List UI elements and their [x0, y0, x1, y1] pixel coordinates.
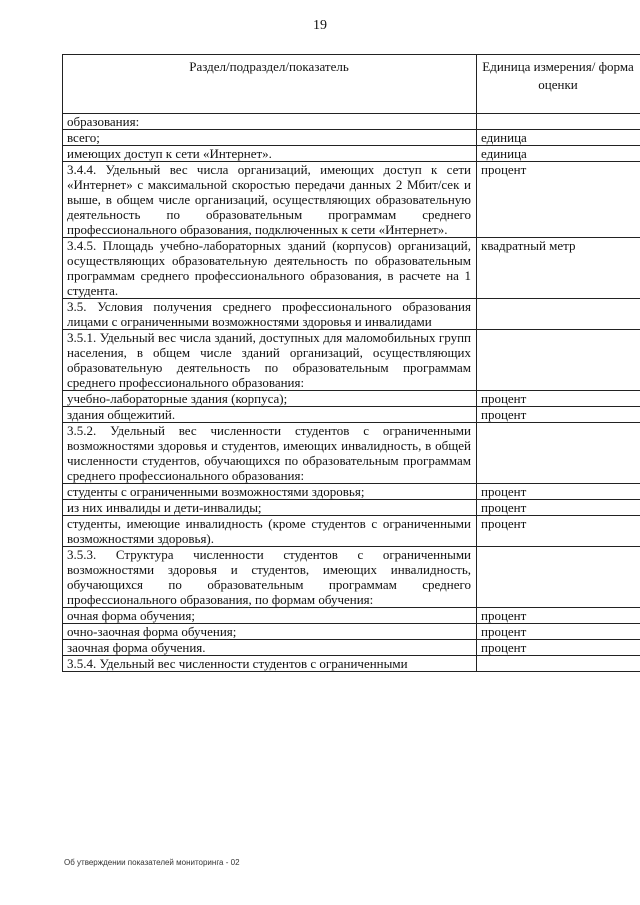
table-row	[63, 407, 640, 423]
unit-cell: процент	[477, 624, 640, 640]
unit-cell: процент	[477, 500, 640, 516]
table-row	[63, 238, 640, 299]
unit-cell: процент	[477, 608, 640, 624]
unit-cell	[477, 330, 640, 391]
indicator-cell: образования:	[63, 114, 477, 130]
table-row	[63, 547, 640, 608]
indicator-cell: заочная форма обучения.	[63, 640, 477, 656]
header-indicator: Раздел/подраздел/показатель	[63, 55, 477, 114]
table-row	[63, 299, 640, 330]
unit-cell	[477, 423, 640, 484]
unit-cell: процент	[477, 407, 640, 423]
unit-cell: процент	[477, 391, 640, 407]
header-unit: Единица измерения/ форма оценки	[477, 55, 640, 114]
table-row	[63, 624, 640, 640]
unit-cell: единица	[477, 146, 640, 162]
indicator-cell: учебно-лабораторные здания (корпуса);	[63, 391, 477, 407]
unit-cell	[477, 299, 640, 330]
table-row	[63, 608, 640, 624]
indicator-cell: 3.5.3. Структура численности студентов с ограниченными возможностями здоровья и студентов, имеющих инвалидность, обучающихся по образовательным программам среднего профессионального образования, по формам обучения:	[63, 547, 477, 608]
unit-cell	[477, 114, 640, 130]
unit-cell: процент	[477, 484, 640, 500]
table-row	[63, 640, 640, 656]
unit-cell: единица	[477, 130, 640, 146]
table-row	[63, 130, 640, 146]
table-row	[63, 516, 640, 547]
indicator-cell: очная форма обучения;	[63, 608, 477, 624]
unit-cell	[477, 656, 640, 672]
indicator-cell: студенты с ограниченными возможностями здоровья;	[63, 484, 477, 500]
page-number: 19	[313, 18, 327, 33]
table-body	[63, 114, 640, 672]
table-header-row	[63, 55, 640, 114]
indicator-cell: всего;	[63, 130, 477, 146]
table-row	[63, 162, 640, 238]
indicator-cell: 3.4.4. Удельный вес числа организаций, имеющих доступ к сети «Интернет» с максимальной скоростью передачи данных 2 Мбит/сек и выше, в общем числе организаций, осуществляющих образовательную деятельность по образовательным программам среднего профессионального образования, подключенных к сети «Интернет».	[63, 162, 477, 238]
indicator-cell: здания общежитий.	[63, 407, 477, 423]
footer-text: Об утверждении показателей мониторинга - 02	[64, 858, 240, 867]
indicator-cell: 3.5.4. Удельный вес численности студентов с ограниченными	[63, 656, 477, 672]
indicator-cell: имеющих доступ к сети «Интернет».	[63, 146, 477, 162]
unit-cell: процент	[477, 640, 640, 656]
table-row	[63, 500, 640, 516]
unit-cell: квадратный метр	[477, 238, 640, 299]
table-row	[63, 391, 640, 407]
table-row	[63, 330, 640, 391]
indicator-cell: 3.5.1. Удельный вес числа зданий, доступных для маломобильных групп населения, в общем числе зданий организаций, осуществляющих образовательную деятельность по образовательным программам среднего профессионального образования:	[63, 330, 477, 391]
unit-cell: процент	[477, 516, 640, 547]
indicator-cell: 3.5. Условия получения среднего профессионального образования лицами с ограниченными возможностями здоровья и инвалидами	[63, 299, 477, 330]
table-row	[63, 146, 640, 162]
table-row	[63, 484, 640, 500]
indicator-cell: 3.4.5. Площадь учебно-лабораторных зданий (корпусов) организаций, осуществляющих образовательную деятельность по образовательным программам среднего профессионального образования, в расчете на 1 студента.	[63, 238, 477, 299]
unit-cell: процент	[477, 162, 640, 238]
indicator-cell: студенты, имеющие инвалидность (кроме студентов с ограниченными возможностями здоровья).	[63, 516, 477, 547]
indicator-cell: 3.5.2. Удельный вес численности студентов с ограниченными возможностями здоровья и студентов, имеющих инвалидность, в общей численности студентов, обучающихся по образовательным программам среднего профессионального образования:	[63, 423, 477, 484]
indicator-cell: из них инвалиды и дети-инвалиды;	[63, 500, 477, 516]
indicator-table	[62, 54, 640, 672]
table-row	[63, 656, 640, 672]
indicator-cell: очно-заочная форма обучения;	[63, 624, 477, 640]
unit-cell	[477, 547, 640, 608]
table-row	[63, 114, 640, 130]
table-row	[63, 423, 640, 484]
